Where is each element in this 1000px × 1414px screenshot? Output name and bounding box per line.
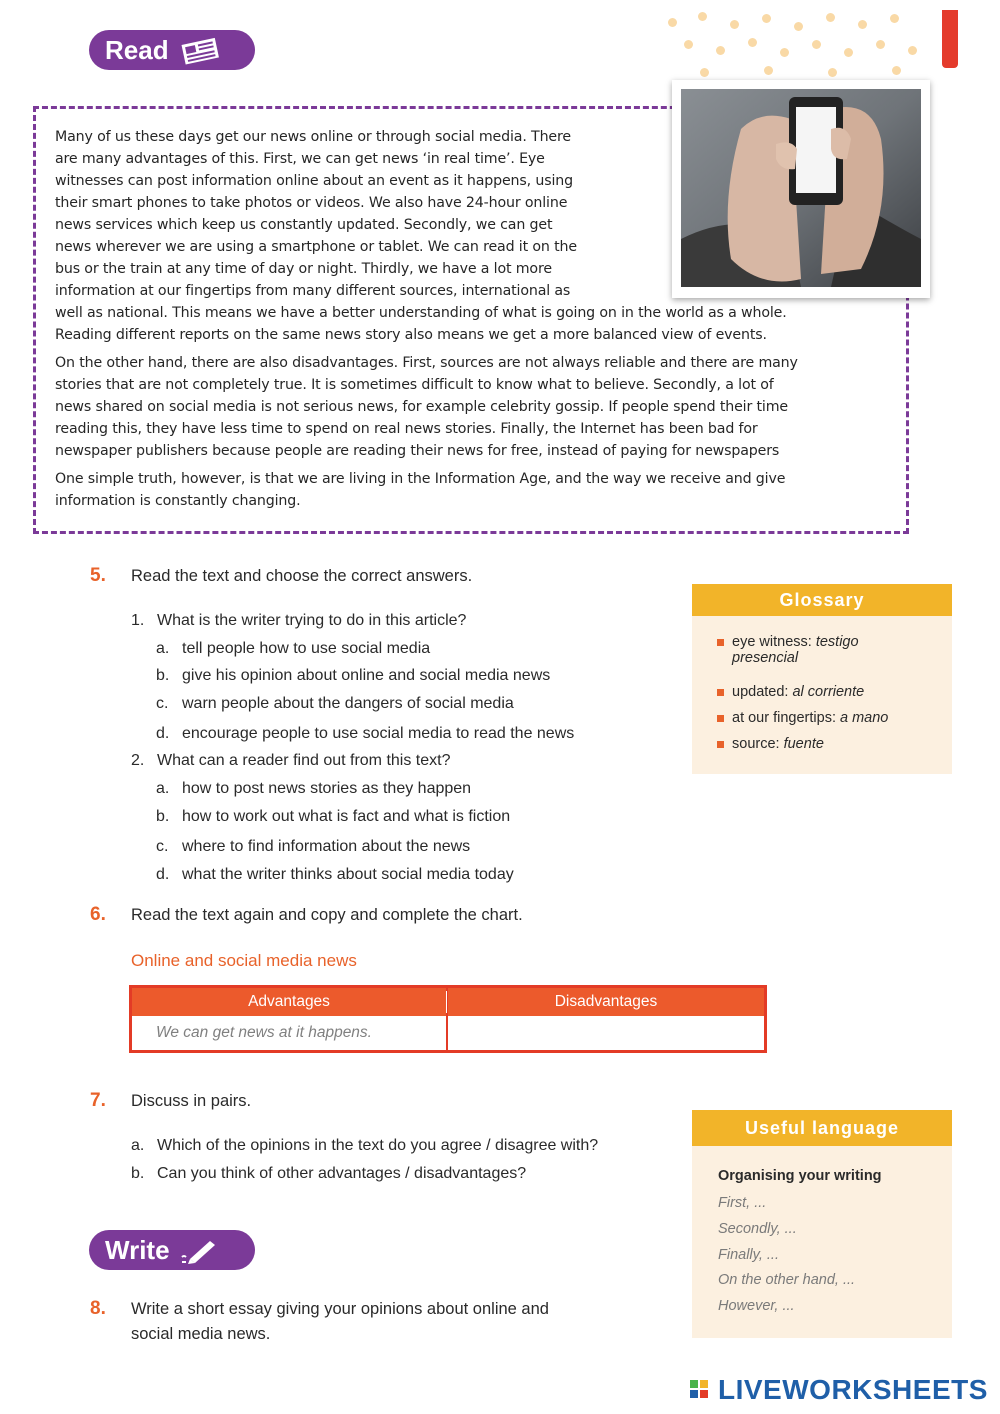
- useful-language-subtitle: Organising your writing: [718, 1168, 882, 1184]
- question-6-text: Read the text again and copy and complete the chart.: [131, 906, 523, 924]
- smartphone-photo: [681, 89, 921, 287]
- reading-paragraph-2: [55, 352, 798, 462]
- useful-phrase: Secondly, ...: [718, 1221, 797, 1237]
- text-line: information at our fingertips from many different sources, international as: [55, 283, 571, 299]
- answer-option[interactable]: [156, 838, 470, 856]
- option-text: tell people how to use social media: [182, 640, 431, 657]
- text-line: news services which keep us constantly updated. Secondly, we can get: [55, 217, 553, 233]
- option-letter: a.: [156, 780, 170, 797]
- answer-option[interactable]: [156, 866, 514, 884]
- question-5-text: Read the text and choose the correct answers.: [131, 567, 473, 585]
- column-header-advantages: Advantages: [132, 988, 446, 1016]
- glossary-term: source:: [732, 736, 784, 752]
- page-edge-tab: [942, 10, 958, 68]
- prompt-text: Can you think of other advantages / disadvantages?: [157, 1165, 527, 1182]
- question-8-line-2: social media news.: [131, 1325, 271, 1343]
- text-line: are many advantages of this. First, we can get news ‘in real time’. Eye: [55, 151, 545, 167]
- answer-option[interactable]: [156, 667, 550, 685]
- glossary-item: [732, 736, 824, 752]
- option-text: what the writer thinks about social media today: [182, 866, 514, 883]
- read-label: Read: [105, 34, 169, 65]
- answer-option[interactable]: [156, 695, 514, 713]
- glossary-item: [732, 710, 888, 726]
- text-line: Many of us these days get our news online or through social media. There: [55, 129, 571, 145]
- text-line: bus or the train at any time of day or night. Thirdly, we have a lot more: [55, 261, 552, 277]
- write-label: Write: [105, 1234, 170, 1265]
- read-section-label: [89, 30, 255, 70]
- question-6-number: 6.: [90, 904, 106, 925]
- question-8-line-1: Write a short essay giving your opinions about online and: [131, 1300, 549, 1318]
- discussion-prompt: [131, 1165, 526, 1183]
- glossary-term: eye witness:: [732, 634, 816, 650]
- glossary-item: [732, 634, 859, 666]
- item-text: What is the writer trying to do in this article?: [157, 612, 467, 629]
- useful-phrase: First, ...: [718, 1195, 767, 1211]
- option-text: warn people about the dangers of social media: [182, 695, 514, 712]
- option-letter: c.: [156, 695, 169, 712]
- advantages-chart: [129, 985, 767, 1053]
- text-line: One simple truth, however, is that we are living in the Information Age, and the way we receive and give: [55, 471, 786, 487]
- advantages-cell[interactable]: We can get news at it happens.: [156, 1024, 372, 1041]
- brand-name: LIVEWORKSHEETS: [718, 1374, 988, 1405]
- write-section-label: [89, 1230, 255, 1270]
- decorative-dots: [660, 10, 950, 80]
- newspaper-icon: [179, 35, 223, 65]
- text-line: stories that are not completely true. It is sometimes difficult to know what to believe. Secondly, a lot of: [55, 377, 774, 393]
- question-7-number: 7.: [90, 1090, 106, 1111]
- glossary-term: at our fingertips:: [732, 710, 840, 726]
- text-line: newspaper publishers because people are reading their news for free, instead of paying for newspapers: [55, 443, 780, 459]
- option-letter: c.: [156, 838, 169, 855]
- prompt-letter: a.: [131, 1137, 145, 1154]
- useful-language-box: [692, 1110, 952, 1338]
- pen-icon: [180, 1235, 220, 1265]
- option-letter: b.: [156, 667, 170, 684]
- liveworksheets-logo: [690, 1374, 988, 1406]
- option-text: give his opinion about online and social media news: [182, 667, 551, 684]
- prompt-letter: b.: [131, 1165, 145, 1182]
- question-5-item-1: [131, 612, 466, 630]
- option-text: encourage people to use social media to read the news: [182, 725, 575, 742]
- prompt-text: Which of the opinions in the text do you agree / disagree with?: [157, 1137, 599, 1154]
- answer-option[interactable]: [156, 640, 430, 658]
- glossary-translation: al corriente: [792, 684, 865, 700]
- useful-phrase: However, ...: [718, 1298, 795, 1314]
- glossary-box: [692, 584, 952, 774]
- bullet-icon: [717, 741, 724, 748]
- text-line: information is constantly changing.: [55, 493, 301, 509]
- glossary-translation: a mano: [840, 710, 889, 726]
- question-8-number: 8.: [90, 1298, 106, 1319]
- answer-option[interactable]: [156, 780, 471, 798]
- text-line: their smart phones to take photos or videos. We also have 24-hour online: [55, 195, 568, 211]
- text-line: reading this, they have less time to spend on real news stories. Finally, the Internet has been bad for: [55, 421, 758, 437]
- option-text: how to work out what is fact and what is fiction: [182, 808, 511, 825]
- answer-option[interactable]: [156, 808, 510, 826]
- option-text: how to post news stories as they happen: [182, 780, 472, 797]
- useful-phrase: Finally, ...: [718, 1247, 779, 1263]
- glossary-translation: fuente: [783, 736, 824, 752]
- bullet-icon: [717, 689, 724, 696]
- answer-option[interactable]: [156, 725, 574, 743]
- glossary-translation: presencial: [732, 650, 799, 666]
- glossary-term: updated:: [732, 684, 793, 700]
- bullet-icon: [717, 715, 724, 722]
- chart-title: Online and social media news: [131, 951, 357, 970]
- question-5-number: 5.: [90, 565, 106, 586]
- option-text: where to find information about the news: [182, 838, 471, 855]
- text-line: witnesses can post information online about an event as it happens, using: [55, 173, 573, 189]
- text-line: news wherever we are using a smartphone or tablet. We can read it on the: [55, 239, 577, 255]
- glossary-translation: testigo: [815, 634, 859, 650]
- useful-phrase: On the other hand, ...: [718, 1272, 856, 1288]
- item-number: 1.: [131, 612, 145, 629]
- liveworksheets-icon: [690, 1378, 718, 1402]
- bullet-icon: [717, 639, 724, 646]
- column-header-disadvantages: Disadvantages: [448, 988, 764, 1016]
- option-letter: b.: [156, 808, 170, 825]
- item-number: 2.: [131, 752, 145, 769]
- text-line: On the other hand, there are also disadvantages. First, sources are not always reliable and there are many: [55, 355, 798, 371]
- glossary-title: Glossary: [692, 584, 952, 616]
- text-line: Reading different reports on the same news story also means we get a more balanced view of events.: [55, 327, 767, 343]
- useful-language-title: Useful language: [692, 1110, 952, 1146]
- text-line: news shared on social media is not serious news, for example celebrity gossip. If people spend their time: [55, 399, 788, 415]
- option-letter: d.: [156, 866, 170, 883]
- text-line: well as national. This means we have a better understanding of what is going on in the world as a whole.: [55, 305, 787, 321]
- disadvantages-cell[interactable]: [462, 1016, 762, 1050]
- option-letter: d.: [156, 725, 170, 742]
- glossary-item: [732, 684, 864, 700]
- reading-paragraph-3: [55, 468, 785, 512]
- photo-frame: [672, 80, 930, 298]
- header-divider: [446, 991, 447, 1013]
- item-text: What can a reader find out from this text?: [157, 752, 451, 769]
- discussion-prompt: [131, 1137, 598, 1155]
- question-5-item-2: [131, 752, 450, 770]
- option-letter: a.: [156, 640, 170, 657]
- question-7-text: Discuss in pairs.: [131, 1092, 252, 1110]
